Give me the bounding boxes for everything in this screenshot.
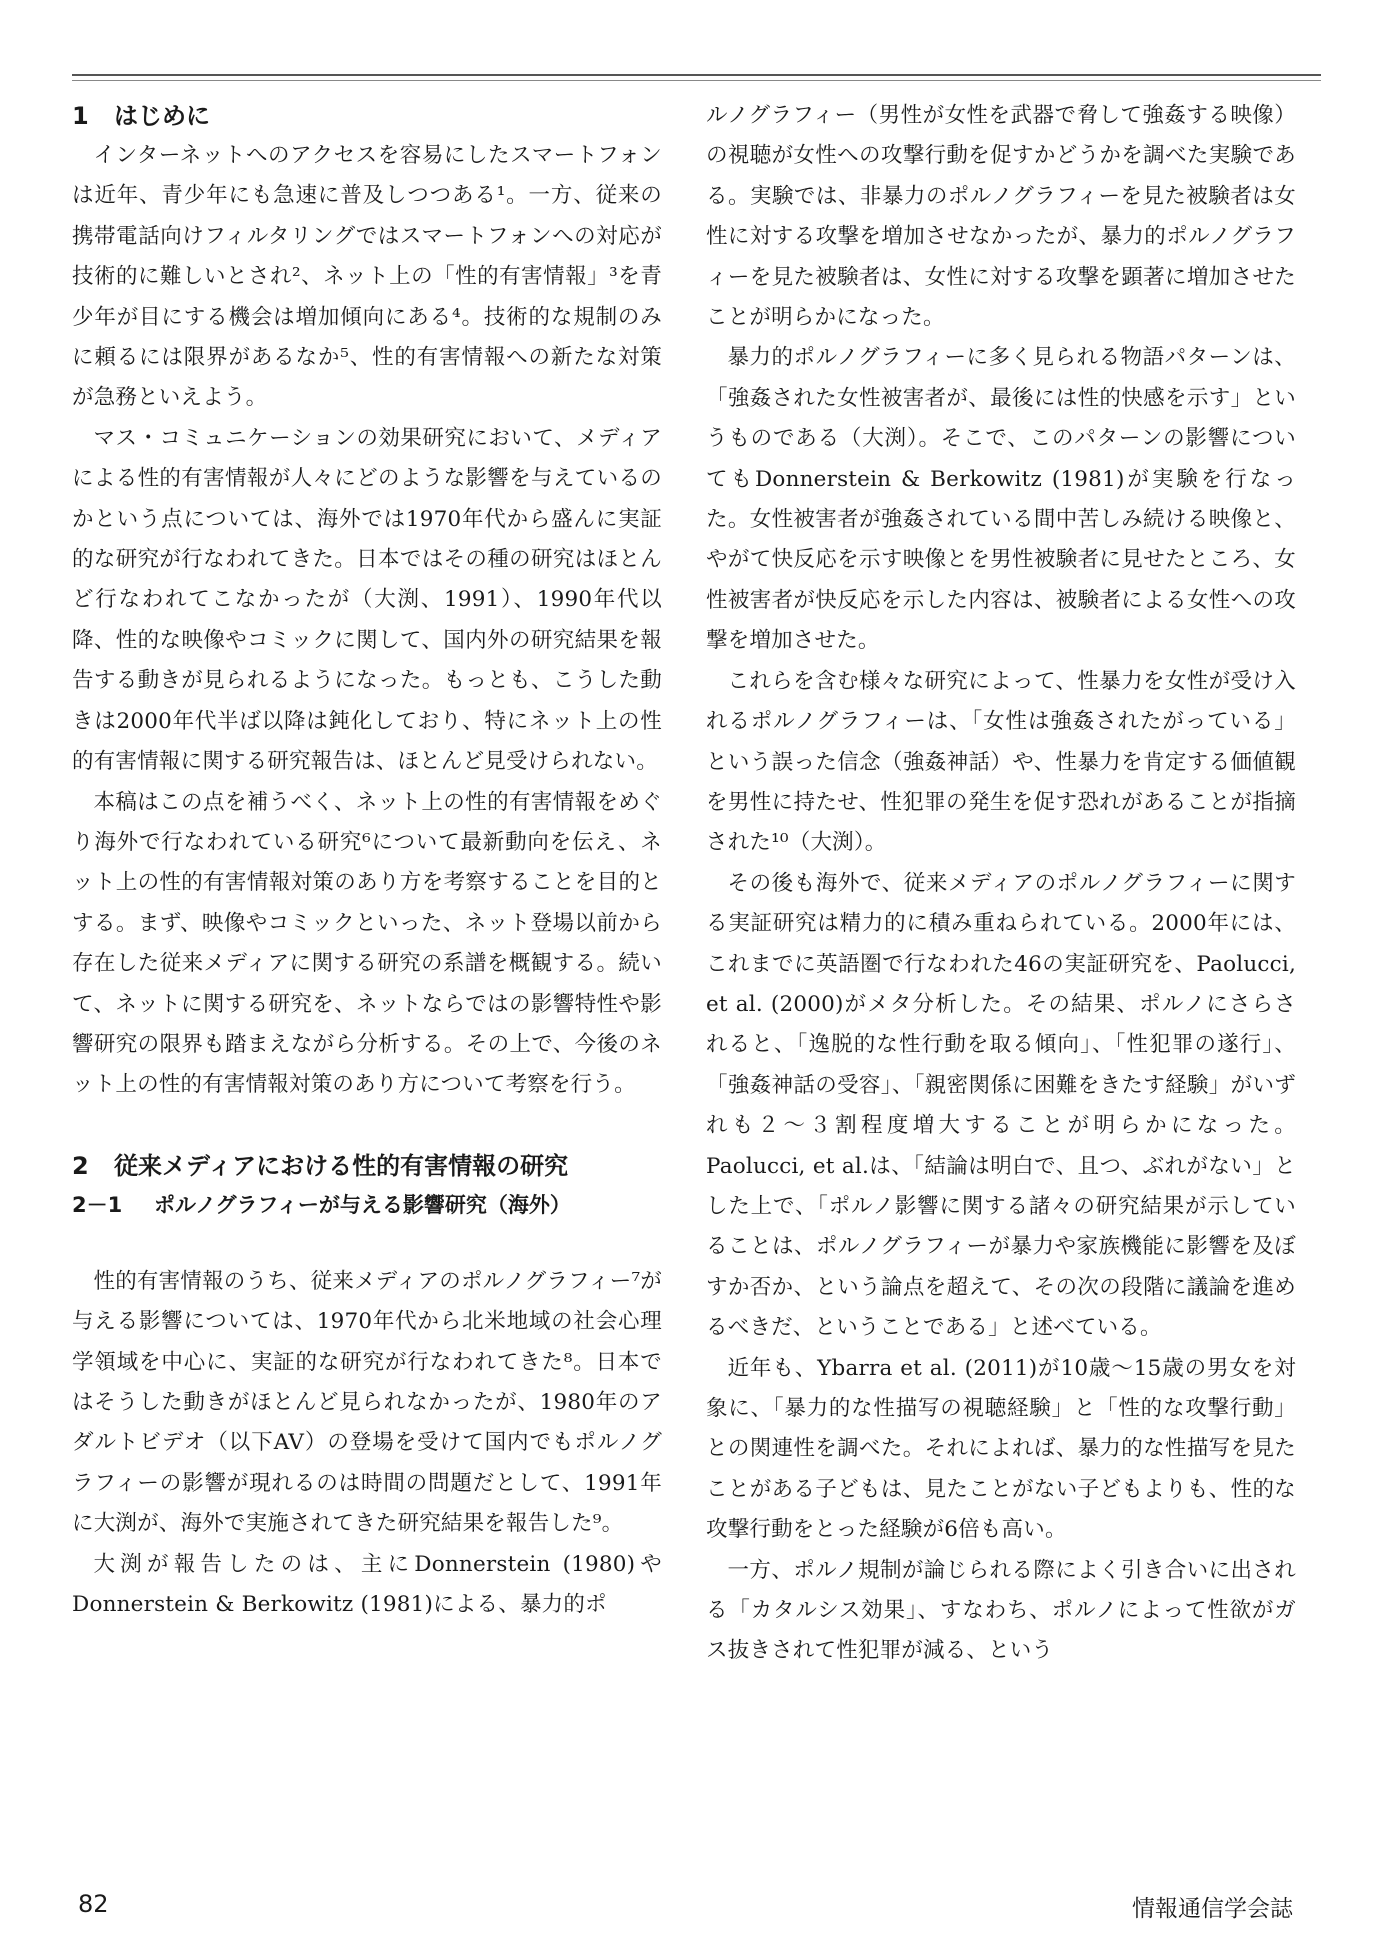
paragraph: 一方、ポルノ規制が論じられる際によく引き合いに出される「カタルシス効果」、すなわち、ポルノによって性欲がガス抜きされて性犯罪が減る、という — [706, 1557, 1296, 1664]
left-column — [72, 96, 662, 1625]
section-number: 2 — [72, 1151, 89, 1180]
paragraph: マス・コミュニケーションの効果研究において、メディアによる性的有害情報が人々にどのような影響を与えているのかという点については、海外では1970年代から盛んに実証的な研究が行なわれてきた。日本ではその種の研究はほとんど行なわれてこなかったが（大渕、1991）、1990年代以降、性的な映像やコミックに関して、国内外の研究結果を報告する動きが見られるようになった。もっとも、こうした動きは2000年代半ば以降は鈍化しており、特にネット上の性的有害情報に関する研究報告は、ほとんど見受けられない。 — [72, 425, 662, 775]
paragraph: その後も海外で、従来メディアのポルノグラフィーに関する実証研究は精力的に積み重ねられている。2000年には、これまでに英語圏で行なわれた46の実証研究を、Paolucci, et al. (2000)がメタ分析した。その結果、ポルノにさらされると、「逸脱的な性行動を取る傾向」、「性犯罪の遂行」、「強姦神話の受容」、「親密関係に困難をきたす経験」がいずれも２～３割程度増大することが明らかになった。Paolucci, et al.は、「結論は明白で、且つ、ぶれがない」とした上で、「ポルノ影響に関する諸々の研究結果が示していることは、ポルノグラフィーが暴力や家族機能に影響を及ぼすか否か、という論点を超えて、その次の段階に議論を進めるべきだ、ということである」と述べている。 — [706, 870, 1296, 1341]
paragraph: 大渕が報告したのは、主にDonnerstein (1980)やDonnerstein & Berkowitz (1981)による、暴力的ポ — [72, 1551, 662, 1617]
page-number: 82 — [78, 1890, 109, 1918]
subsection-2-1-heading — [72, 1186, 662, 1224]
section-number: 1 — [72, 102, 89, 130]
journal-name: 情報通信学会誌 — [1132, 1896, 1293, 1922]
section-gap — [72, 1106, 662, 1146]
subsection-title: ポルノグラフィーが与える影響研究（海外） — [154, 1192, 571, 1217]
section-title: 従来メディアにおける性的有害情報の研究 — [114, 1151, 569, 1180]
paragraph-continued: ルノグラフィー（男性が女性を武器で脅して強姦する映像）の視聴が女性への攻撃行動を促すかどうかを調べた実験である。実験では、非暴力のポルノグラフィーを見た被験者は女性に対する攻撃を増加させなかったが、暴力的ポルノグラフィーを見た被験者は、女性に対する攻撃を顕著に増加させたことが明らかになった。 — [706, 103, 1296, 331]
right-column — [706, 96, 1296, 1672]
section-title: はじめに — [114, 102, 210, 130]
subsection-number: 2－1 — [72, 1192, 123, 1217]
paragraph: 本稿はこの点を補うべく、ネット上の性的有害情報をめぐり海外で行なわれている研究⁶について最新動向を伝え、ネット上の性的有害情報対策のあり方を考察することを目的とする。まず、映像やコミックといった、ネット登場以前から存在した従来メディアに関する研究の系譜を概観する。続いて、ネットに関する研究を、ネットならではの影響特性や影響研究の限界も踏まえながら分析する。その上で、今後のネット上の性的有害情報対策のあり方について考察を行う。 — [72, 789, 662, 1098]
header-rule-thin — [72, 80, 1321, 81]
paragraph: インターネットへのアクセスを容易にしたスマートフォンは近年、青少年にも急速に普及しつつある¹。一方、従来の携帯電話向けフィルタリングではスマートフォンへの対応が技術的に難しいとされ²、ネット上の「性的有害情報」³を青少年が目にする機会は増加傾向にある⁴。技術的な規制のみに頼るには限界があるなか⁵、性的有害情報への新たな対策が急務といえよう。 — [72, 143, 662, 411]
section-2-heading — [72, 1146, 662, 1186]
paragraph: 近年も、Ybarra et al. (2011)が10歳～15歳の男女を対象に、「暴力的な性描写の視聴経験」と「性的な攻撃行動」との関連性を調べた。それによれば、暴力的な性描写を見たことがある子どもは、見たことがない子どもよりも、性的な攻撃行動をとった経験が6倍も高い。 — [706, 1355, 1296, 1543]
header-rule-thick — [72, 74, 1321, 76]
paragraph: 暴力的ポルノグラフィーに多く見られる物語パターンは、「強姦された女性被害者が、最後には性的快感を示す」というものである（大渕）。そこで、このパターンの影響についてもDonnerstein & Berkowitz (1981)が実験を行なった。女性被害者が強姦されている間中苦しみ続ける映像と、やがて快反応を示す映像とを男性被験者に見せたところ、女性被害者が快反応を示した内容は、被験者による女性への攻撃を増加させた。 — [706, 345, 1296, 654]
paragraph: 性的有害情報のうち、従来メディアのポルノグラフィー⁷が与える影響については、1970年代から北米地域の社会心理学領域を中心に、実証的な研究が行なわれてきた⁸。日本ではそうした動きがほとんど見られなかったが、1980年のアダルトビデオ（以下AV）の登場を受けて国内でもポルノグラフィーの影響が現れるのは時間の問題だとして、1991年に大渕が、海外で実施されてきた研究結果を報告した⁹。 — [72, 1268, 662, 1537]
section-1-heading — [72, 96, 662, 136]
paragraph: これらを含む様々な研究によって、性暴力を女性が受け入れるポルノグラフィーは、「女性は強姦されたがっている」という誤った信念（強姦神話）や、性暴力を肯定する価値観を男性に持たせ、性犯罪の発生を促す恐れがあることが指摘された¹⁰（大渕）。 — [706, 668, 1296, 856]
